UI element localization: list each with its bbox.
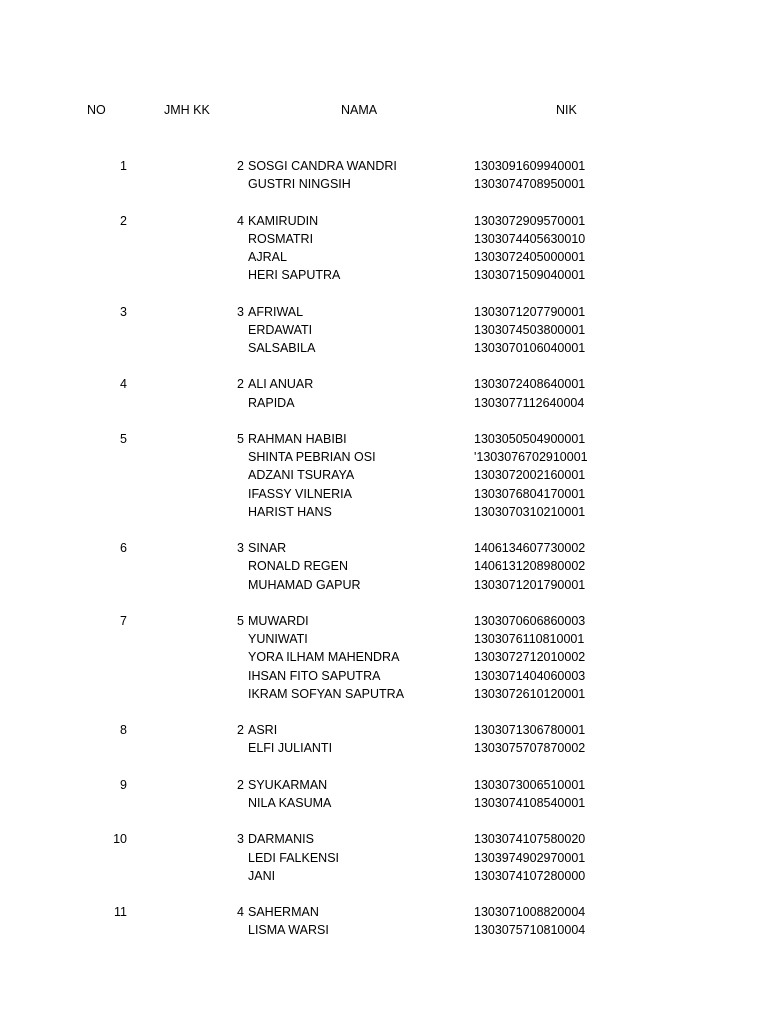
header-no: NO — [87, 103, 106, 117]
family-member-row — [0, 648, 768, 666]
member-nik: 1303071509040001 — [474, 268, 586, 283]
family-member-row — [0, 557, 768, 575]
family-head-row — [0, 430, 768, 448]
member-nik: 1303071207790001 — [474, 304, 586, 319]
member-name: SYUKARMAN — [248, 777, 328, 792]
member-name: RONALD REGEN — [248, 559, 349, 574]
family-number: 9 — [120, 777, 127, 792]
family-member-count: 5 — [237, 432, 244, 446]
family-head-row — [0, 375, 768, 393]
family-number: 2 — [120, 213, 127, 228]
header-nama: NAMA — [341, 103, 378, 117]
member-nik: 1303074708950001 — [474, 177, 586, 192]
family-member-row — [0, 248, 768, 266]
family-member-row — [0, 685, 768, 703]
member-name: SHINTA PEBRIAN OSI — [248, 450, 376, 465]
family-number: 11 — [114, 905, 127, 920]
member-name: SINAR — [248, 541, 287, 556]
family-member-row — [0, 867, 768, 885]
header-jmh-kk: JMH KK — [164, 103, 210, 117]
member-nik: '1303076702910001 — [474, 450, 588, 465]
member-name: ALI ANUAR — [248, 377, 314, 392]
member-nik: 1303072909570001 — [474, 213, 586, 228]
member-name: IKRAM SOFYAN SAPUTRA — [248, 686, 405, 701]
member-nik: 1303071306780001 — [474, 723, 586, 738]
family-member-row — [0, 339, 768, 357]
family-member-count: 4 — [237, 905, 244, 920]
family-head-row — [0, 903, 768, 921]
member-name: SALSABILA — [248, 341, 316, 355]
family-head-row — [0, 830, 768, 848]
member-name: AJRAL — [248, 250, 287, 264]
family-head-row — [0, 539, 768, 557]
member-nik: 1406134607730002 — [474, 541, 586, 556]
member-name: SAHERMAN — [248, 905, 319, 920]
member-name: IFASSY VILNERIA — [248, 486, 352, 501]
member-nik: 1303073006510001 — [474, 777, 586, 792]
member-name: ELFI JULIANTI — [248, 741, 333, 756]
member-name: ERDAWATI — [248, 322, 313, 337]
member-name: GUSTRI NINGSIH — [248, 177, 351, 192]
member-name: MUHAMAD GAPUR — [248, 577, 361, 592]
family-number: 1 — [120, 159, 127, 173]
family-member-row — [0, 321, 768, 339]
member-name: RAPIDA — [248, 395, 295, 410]
member-nik: 1303077112640004 — [474, 395, 585, 410]
family-member-row — [0, 739, 768, 757]
member-name: YUNIWATI — [248, 632, 308, 647]
family-member-count: 3 — [237, 832, 244, 847]
member-name: MUWARDI — [248, 614, 309, 628]
member-nik: 1303091609940001 — [474, 159, 586, 173]
family-member-row — [0, 394, 768, 412]
member-name: AFRIWAL — [248, 304, 304, 319]
family-member-row — [0, 466, 768, 484]
family-number: 3 — [120, 304, 127, 319]
family-number: 5 — [120, 432, 127, 446]
member-name: HARIST HANS — [248, 504, 332, 519]
family-member-row — [0, 266, 768, 284]
header-nik: NIK — [556, 103, 577, 117]
family-member-row — [0, 794, 768, 812]
family-member-count: 3 — [237, 304, 244, 319]
member-nik: 1303050504900001 — [474, 432, 586, 446]
member-nik: 1303076804170001 — [474, 486, 586, 501]
family-member-count: 5 — [237, 614, 244, 628]
family-member-count: 2 — [237, 159, 244, 173]
member-name: KAMIRUDIN — [248, 213, 319, 228]
member-name: HERI SAPUTRA — [248, 268, 341, 283]
member-name: DARMANIS — [248, 832, 314, 847]
member-nik: 1303075707870002 — [474, 741, 586, 756]
member-name: ASRI — [248, 723, 278, 738]
family-head-row — [0, 303, 768, 321]
family-head-row — [0, 157, 768, 175]
family-member-row — [0, 849, 768, 867]
member-nik: 1303072408640001 — [474, 377, 586, 392]
family-number: 8 — [120, 723, 127, 738]
member-nik: 1303072610120001 — [474, 686, 586, 701]
member-name: JANI — [248, 868, 276, 883]
member-nik: 1303070310210001 — [474, 504, 586, 519]
member-nik: 1303070606860003 — [474, 614, 586, 628]
family-member-row — [0, 667, 768, 685]
family-member-row — [0, 921, 768, 939]
member-name: LISMA WARSI — [248, 923, 329, 938]
member-nik: 1406131208980002 — [474, 559, 586, 574]
member-nik: 1303071008820004 — [474, 905, 586, 920]
family-member-row — [0, 230, 768, 248]
family-member-count: 4 — [237, 213, 244, 228]
member-nik: 1303074503800001 — [474, 322, 586, 337]
family-member-row — [0, 485, 768, 503]
member-nik: 1303074107580020 — [474, 832, 586, 847]
family-number: 4 — [120, 377, 127, 392]
family-member-row — [0, 448, 768, 466]
family-head-row — [0, 612, 768, 630]
member-nik: 1303071404060003 — [474, 668, 586, 683]
family-head-row — [0, 212, 768, 230]
member-name: ROSMATRI — [248, 231, 314, 246]
member-nik: 1303074108540001 — [474, 796, 586, 810]
family-head-row — [0, 721, 768, 739]
family-member-row — [0, 576, 768, 594]
member-name: IHSAN FITO SAPUTRA — [248, 668, 381, 683]
family-member-count: 2 — [237, 377, 244, 392]
member-name: NILA KASUMA — [248, 796, 332, 810]
member-name: YORA ILHAM MAHENDRA — [248, 650, 400, 665]
family-member-count: 3 — [237, 541, 244, 556]
member-nik: 1303070106040001 — [474, 341, 586, 355]
member-nik: 1303071201790001 — [474, 577, 586, 592]
member-nik: 1303074107280000 — [474, 868, 586, 883]
family-head-row — [0, 776, 768, 794]
member-name: ADZANI TSURAYA — [248, 468, 355, 483]
member-name: LEDI FALKENSI — [248, 850, 340, 865]
member-name: RAHMAN HABIBI — [248, 432, 347, 446]
member-name: SOSGI CANDRA WANDRI — [248, 159, 397, 173]
family-number: 10 — [113, 832, 127, 847]
member-nik: 1303072712010002 — [474, 650, 586, 665]
family-member-count: 2 — [237, 723, 244, 738]
family-member-row — [0, 503, 768, 521]
family-member-row — [0, 175, 768, 193]
member-nik: 1303075710810004 — [474, 923, 586, 938]
member-nik: 1303072405000001 — [474, 250, 586, 264]
member-nik: 1303072002160001 — [474, 468, 586, 483]
member-nik: 1303974902970001 — [474, 850, 586, 865]
family-number: 7 — [120, 614, 127, 628]
family-number: 6 — [120, 541, 127, 556]
family-member-count: 2 — [237, 777, 244, 792]
family-member-row — [0, 630, 768, 648]
member-nik: 1303074405630010 — [474, 231, 586, 246]
member-nik: 1303076110810001 — [474, 632, 585, 647]
